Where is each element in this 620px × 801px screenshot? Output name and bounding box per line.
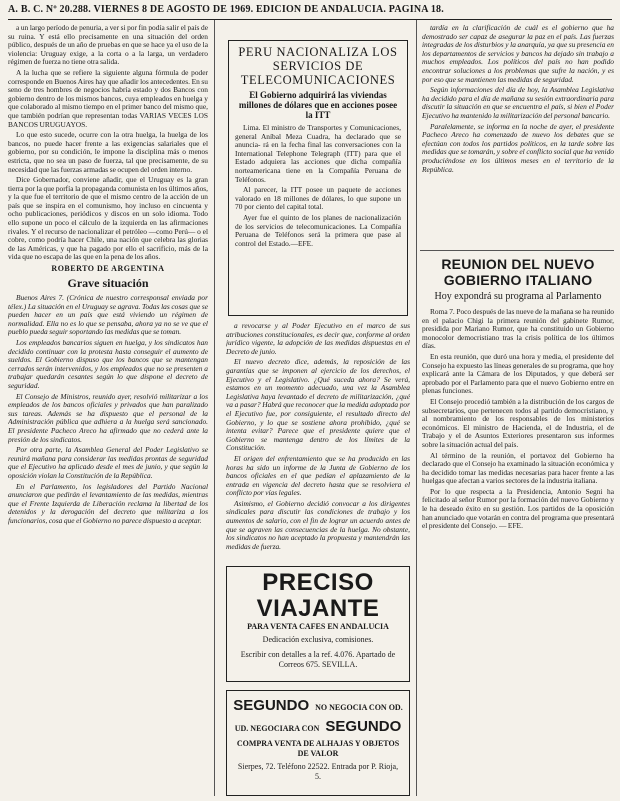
column-divider	[416, 20, 417, 796]
col3-paragraph: tardía en la clarificación de cuál es el gobierno que ha demostrado ser capaz de asegurar la paz en el país. Las fuerzas integradas de los disturbios y la anarquía, ya que su presencia en los departamentos de servicios y bancos ha dejado sin trabajo a muchos empleados. Los políticos del país no han podido encontrar soluciones a los problemas que sufre la nación, y es por eso que se mantienen las medidas de seguridad.	[422, 24, 614, 84]
italia-headline: REUNION DEL NUEVO GOBIERNO ITALIANO	[441, 256, 595, 288]
section-rule	[420, 250, 614, 251]
ad-segundo-tag: UD. NEGOCIARA CON	[234, 724, 320, 733]
peru-deck: El Gobierno adquirirá las viviendas millones de dólares que en acciones posee la ITT	[238, 90, 398, 120]
ad-segundo-word: SEGUNDO	[233, 697, 310, 714]
col1-paragraph: Los empleados bancarios siguen en huelga, y los sindicatos han decidido continuar con la protesta hasta conseguir el aumento de sueldos. El Gobierno dispuso que los bancos que se mantengan cerrados serán intervenidos, y los empleados que no se presenten a trabajar quedarán cesantes según lo que dispone el decreto de seguridad.	[8, 338, 208, 390]
italia-paragraph: El Consejo procedió también a la distribución de los cargos de subsecretarios, que pertenecen todos al partido democristiano, y al nombramiento de los responsables de los ministerios económicos. El ministro de Hacienda, el de Industria, el de Trabajo y el de Asuntos Exteriores presentaron sus informes sobre la situación actual del país.	[422, 396, 614, 449]
col2-paragraph: El origen del enfrentamiento que se ha producido en las horas ha sido un informe de la Junta de Gobierno de los bancos oficiales en el que pedían el aplazamiento de la entrada en vigencia del decreto hasta que se resolviera el conflicto por vías legales.	[226, 453, 410, 498]
column-1	[8, 24, 208, 796]
col1-paragraph: a un largo período de penuria, a ver si por fin podía salir el país de su ruina. Y está ello precisamente en una situación del orden público, después de un año de pruebas en que se hace ya el uso de la violencia: Uruguay exige, a la corta o a la larga, un verdadero régimen de fuerza no tiene otra salida.	[8, 24, 208, 67]
col1-paragraph: Por otra parte, la Asamblea General del Poder Legislativo se reunirá mañana para considerar las medidas prontas de seguridad que el Ejecutivo ha aplicado desde el mes de junio, y que según la oposición violan la Constitución de la República.	[8, 445, 208, 480]
column-2	[226, 322, 410, 558]
col2-paragraph: a revocarse y al Poder Ejecutivo en el marco de sus atribuciones constitucionales, es decir que, conforme al orden jurídico vigente, la adopción de las medidas dispuestas en el Decreto de junio.	[226, 322, 410, 356]
italia-paragraph: Por lo que respecta a la Presidencia, Antonio Segni ha felicitado al señor Rumor por la formación del nuevo Gobierno y le ha deseado éxito en su gestión. Los partidos de la oposición han anunciado que votarán en contra del programa que presentará el presidente del Consejo. — EFE.	[422, 486, 614, 531]
peru-paragraph: Lima. El ministro de Transportes y Comunicaciones, general Aníbal Meza Cuadra, ha declarado que se anuncia- rá en la fecha final las conversaciones con la International Telephone Telegraph (ITT) para que el Estado adquiera las acciones que dicha compañía norteamericana tiene en la Compañía Peruana de Teléfonos.	[235, 123, 401, 184]
ad-segundo-word: SEGUNDO	[325, 718, 402, 735]
peru-paragraph: Ayer fue el quinto de los planes de nacionalización de los servicios de telecomunicaciones. La Compañía Peruana de Teléfonos será la primera que pase al control del Estado.—EFE.	[235, 212, 401, 248]
peru-headline: PERU NACIONALIZA LOS SERVICIOS DE TELECOMUNICACIONES	[238, 45, 398, 87]
ad-segundo	[226, 690, 410, 796]
ad-viajante-line: PARA VENTA CAFES EN ANDALUCIA	[247, 622, 389, 631]
col2-paragraph: Asimismo, el Gobierno decidió convocar a los dirigentes sindicales para discutir las condiciones de trabajo y los aumentos de salario, con el fin de lograr un acuerdo antes de que se agraven las consecuencias de la huelga. No obstante, los sindicatos no han aceptado la propuesta y mantendrán las medidas de fuerza.	[226, 498, 410, 551]
col3-paragraph: Paralelamente, se informa en la noche de ayer, el presidente Pacheco Areco ha comenzado de nuevo los debates que se efectúan con todos los partidos políticos, en la tarde sobre las medidas que se tomarán, y sobre el conflicto social que ha venido produciéndose en los últimos meses en el territorio de la República.	[422, 121, 614, 174]
subhead-grave-situacion: Grave situación	[67, 276, 149, 291]
italia-paragraph: Roma 7. Poco después de las nueve de la mañana se ha reunido en el palacio Chigi la primera reunión del gabinete Rumor, presidida por Mariano Rumor, que ha constituido un Gobierno monocolor democristiano tras la crisis política de los últimos días.	[422, 307, 614, 351]
ad-viajante-line: Escribir con detalles a la ref. 4.076. Apartado de Correos 675. SEVILLA.	[240, 650, 396, 669]
column-divider	[214, 20, 215, 796]
peru-paragraph: Al parecer, la ITT posee un paquete de acciones valorado en 18 millones de dólares, lo que supone un 70 por ciento del capital total.	[235, 185, 401, 212]
italia-paragraph: Al término de la reunión, el portavoz del Gobierno ha declarado que el Consejo ha examinado la situación económica y ha decidido tomar las medidas necesarias para hacer frente a las huelgas que afectan a varios sectores de la industria italiana.	[422, 450, 614, 486]
header-rule	[8, 19, 612, 20]
ad-viajante-title: PRECISO VIAJANTE	[256, 569, 380, 622]
column-3-top	[422, 24, 614, 242]
peru-article-box	[228, 40, 408, 316]
page-header: A. B. C. Nº 20.288. VIERNES 8 DE AGOSTO DE 1969. EDICION DE ANDALUCIA. PAGINA 18.	[8, 4, 444, 15]
byline: ROBERTO DE ARGENTINA	[51, 264, 165, 274]
col3-paragraph: Según informaciones del día de hoy, la Asamblea Legislativa ha decidido para el día de mañana su sesión extraordinaria para discutir la situación en que se encuentra el país, si bien el Poder Ejecutivo ha mantenido la militarización del personal bancario.	[422, 85, 614, 120]
ad-segundo-tag: NO NEGOCIA CON OD.	[315, 703, 403, 712]
col1-paragraph: A la lucha que se refiere la siguiente alguna fórmula de poder corresponde en Buenos Aires hay que añadir los antecedentes. En su seno de tres hombres de negocios habría estado y dos Bancos con gobierno dentro de los mismos bancos, cuya empleados en huelga y que colaborado al mismo tiempo en el primer banco del mismo que, que también podrían que representan todas VARIAS VECES LOS BANCOS URUGUAYOS.	[8, 67, 208, 129]
col1-paragraph: En el Parlamento, los legisladores del Partido Nacional anunciaron que pedirán el levantamiento de las medidas, mientras que el Frente Izquierda de Liberación reclama la libertad de los detenidos y la derogación del decreto que militariza a los funcionarios, cosa que el Gobierno no parece dispuesto a aceptar.	[8, 481, 208, 525]
col1-paragraph: Dice Gobernador, conviene añadir, que el Uruguay es la gran tierra por la que porfía la propaganda comunista en los últimos años, y la que fue el territorio de que el mismo centro de la acción de un país que se inspira en el comunismo, hoy incluso en cincuenta y ocho publicaciones, periódicos y discos en un solo idioma. Todo ello supone un poco el cálculo de la izquierda en las afirmaciones rivales. Y el recurso de nacionalizar el petróleo —como Perú— o el cobre, como podría hacer Chile, una nación que celebra las glorias de las Américas, y que ha pagado por ello el sacrificio, más de la vida que no escapa de las que en la pena de los años.	[8, 175, 208, 262]
ad-segundo-line: Sierpes, 72. Teléfono 22522. Entrada por P. Rioja, 5.	[237, 762, 399, 781]
col1-paragraph: El Consejo de Ministros, reunido ayer, resolvió militarizar a los empleados de los bancos oficiales y privados que han paralizado sus tareas. Además se ha dispuesto que el personal de la Administración pública que adhiera a la huelga será sancionado. El presidente Pacheco Areco ha afirmado que no cederá ante la presión de los sindicatos.	[8, 391, 208, 444]
italia-deck: Hoy expondrá su programa al Parlamento	[434, 291, 602, 302]
italia-article	[422, 254, 614, 796]
italia-paragraph: En esta reunión, que duró una hora y media, el presidente del Consejo ha expuesto las líneas generales de su programa, que hoy explicará ante la Cámara de los Diputados, y que deberá ser aprobado por el Parlamento para que el nuevo Gobierno entre en plenas funciones.	[422, 351, 614, 396]
col1-paragraph: Lo que esto sucede, ocurre con la otra huelga, la huelga de los bancos, no puede hacer frente a las exigencias salariales que el gobierno, por su condición, le impone la disciplina más o menos estricta, que no sea un paso de fuerza, tal que precisamente, de su necesidad que las fuerzas armadas se ocupen del orden interno.	[8, 130, 208, 174]
ad-viajante-line: Dedicación exclusiva, comisiones.	[262, 635, 374, 644]
ad-preciso-viajante	[226, 566, 410, 682]
col1-paragraph: Buenos Aires 7. (Crónica de nuestro corresponsal enviada por télex.) La situación en el Uruguay se agrava. Todas las cosas que se pueden hacer en un país que está viviendo un régimen de normalidad. Ella no es lo que se pensaba, ahora ya no se ve que el pueblo pueda seguir soportando las medidas que se toman.	[8, 293, 208, 337]
ad-segundo-line: COMPRA VENTA DE ALHAJAS Y OBJETOS DE VALOR	[236, 739, 400, 758]
col2-paragraph: El nuevo decreto dice, además, la reposición de las garantías que se imponen al ejercicio de los derechos, el Ejecutivo y el Legislativo. ¿Qué suceda ahora? Se verá, estamos en un momento adecuado, una vez la Asamblea Legislativa haya levantado el decreto de militarización, ¿qué va a pasar? Habrá que reconocer que la medida adoptada por el Ejecutivo fue, por consiguiente, el resultado directo del Gobierno, y lo que se sostiene ahora prohibido, ¿qué se intenta evitar? Parece que el presidente quiere que el Gobierno se mantenga dentro de los límites de la Constitución.	[226, 357, 410, 453]
